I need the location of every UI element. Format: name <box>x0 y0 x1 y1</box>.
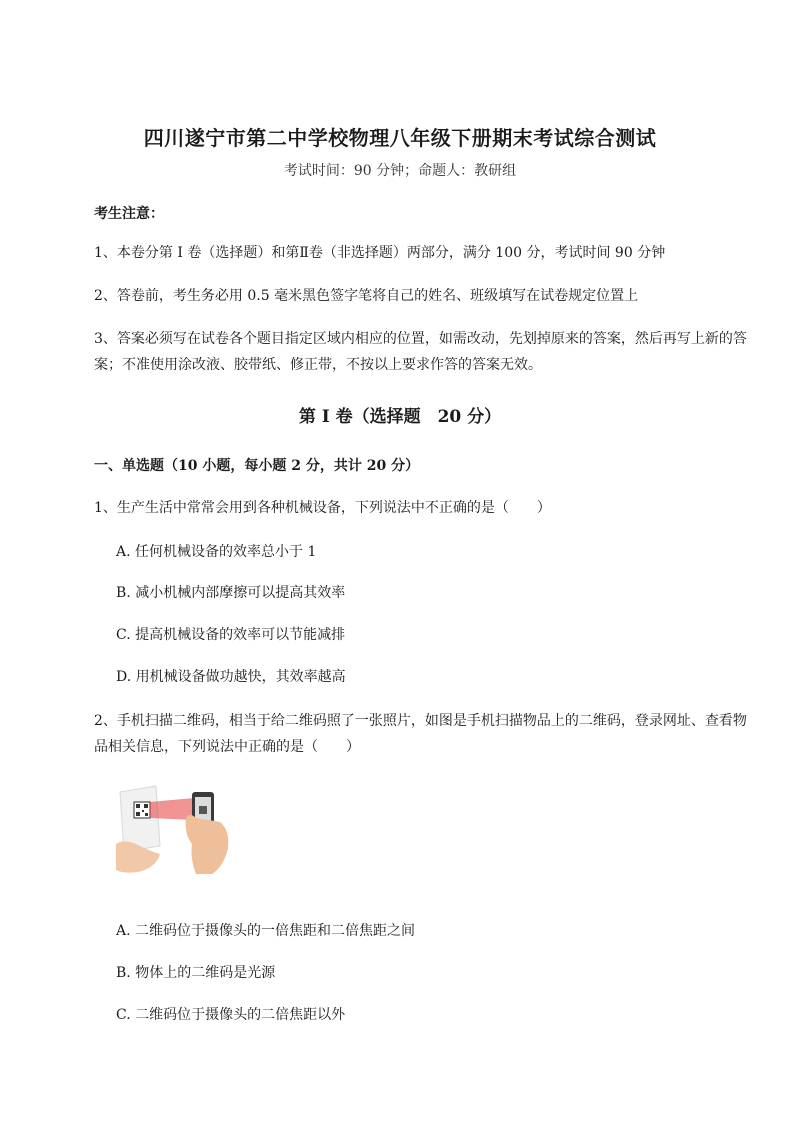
option-b: B. 物体上的二维码是光源 <box>116 965 276 981</box>
option-c: C. 提高机械设备的效率可以节能减排 <box>116 627 346 643</box>
mcq-heading: 一、单选题（10 小题，每小题 2 分，共计 20 分） <box>94 458 420 474</box>
option-b: B. 减小机械内部摩擦可以提高其效率 <box>116 585 346 601</box>
option-a: A. 任何机械设备的效率总小于 1 <box>116 544 317 560</box>
section-title: 第 I 卷（选择题 20 分） <box>298 407 502 427</box>
question-stem: 2、手机扫描二维码，相当于给二维码照了一张照片，如图是手机扫描物品上的二维码，登录网址、查看物品相关信息，下列说法中正确的是（ ） <box>94 713 747 755</box>
phone-scan-image <box>116 778 236 878</box>
qr-scan-illustration <box>116 778 236 878</box>
notice-item: 3、答案必须写在试卷各个题目指定区域内相应的位置，如需改动，先划掉原来的答案，然后再写上新的答案；不准使用涂改液、胶带纸、修正带，不按以上要求作答的答案无效。 <box>94 331 747 373</box>
option-d: D. 用机械设备做功越快，其效率越高 <box>116 669 346 685</box>
question-stem: 1、生产生活中常常会用到各种机械设备，下列说法中不正确的是（ ） <box>94 500 551 516</box>
notice-item: 2、答卷前，考生务必用 0.5 毫米黑色签字笔将自己的姓名、班级填写在试卷规定位置上 <box>94 288 639 304</box>
option-a: A. 二维码位于摄像头的一倍焦距和二倍焦距之间 <box>116 923 416 939</box>
notice-item: 1、本卷分第 I 卷（选择题）和第Ⅱ卷（非选择题）两部分，满分 100 分，考试时间 90 分钟 <box>94 245 666 261</box>
option-c: C. 二维码位于摄像头的二倍焦距以外 <box>116 1007 346 1023</box>
exam-info: 考试时间：90 分钟；命题人：教研组 <box>283 163 517 179</box>
notice-heading: 考生注意： <box>94 206 164 222</box>
page-title: 四川遂宁市第二中学校物理八年级下册期末考试综合测试 <box>143 126 657 150</box>
